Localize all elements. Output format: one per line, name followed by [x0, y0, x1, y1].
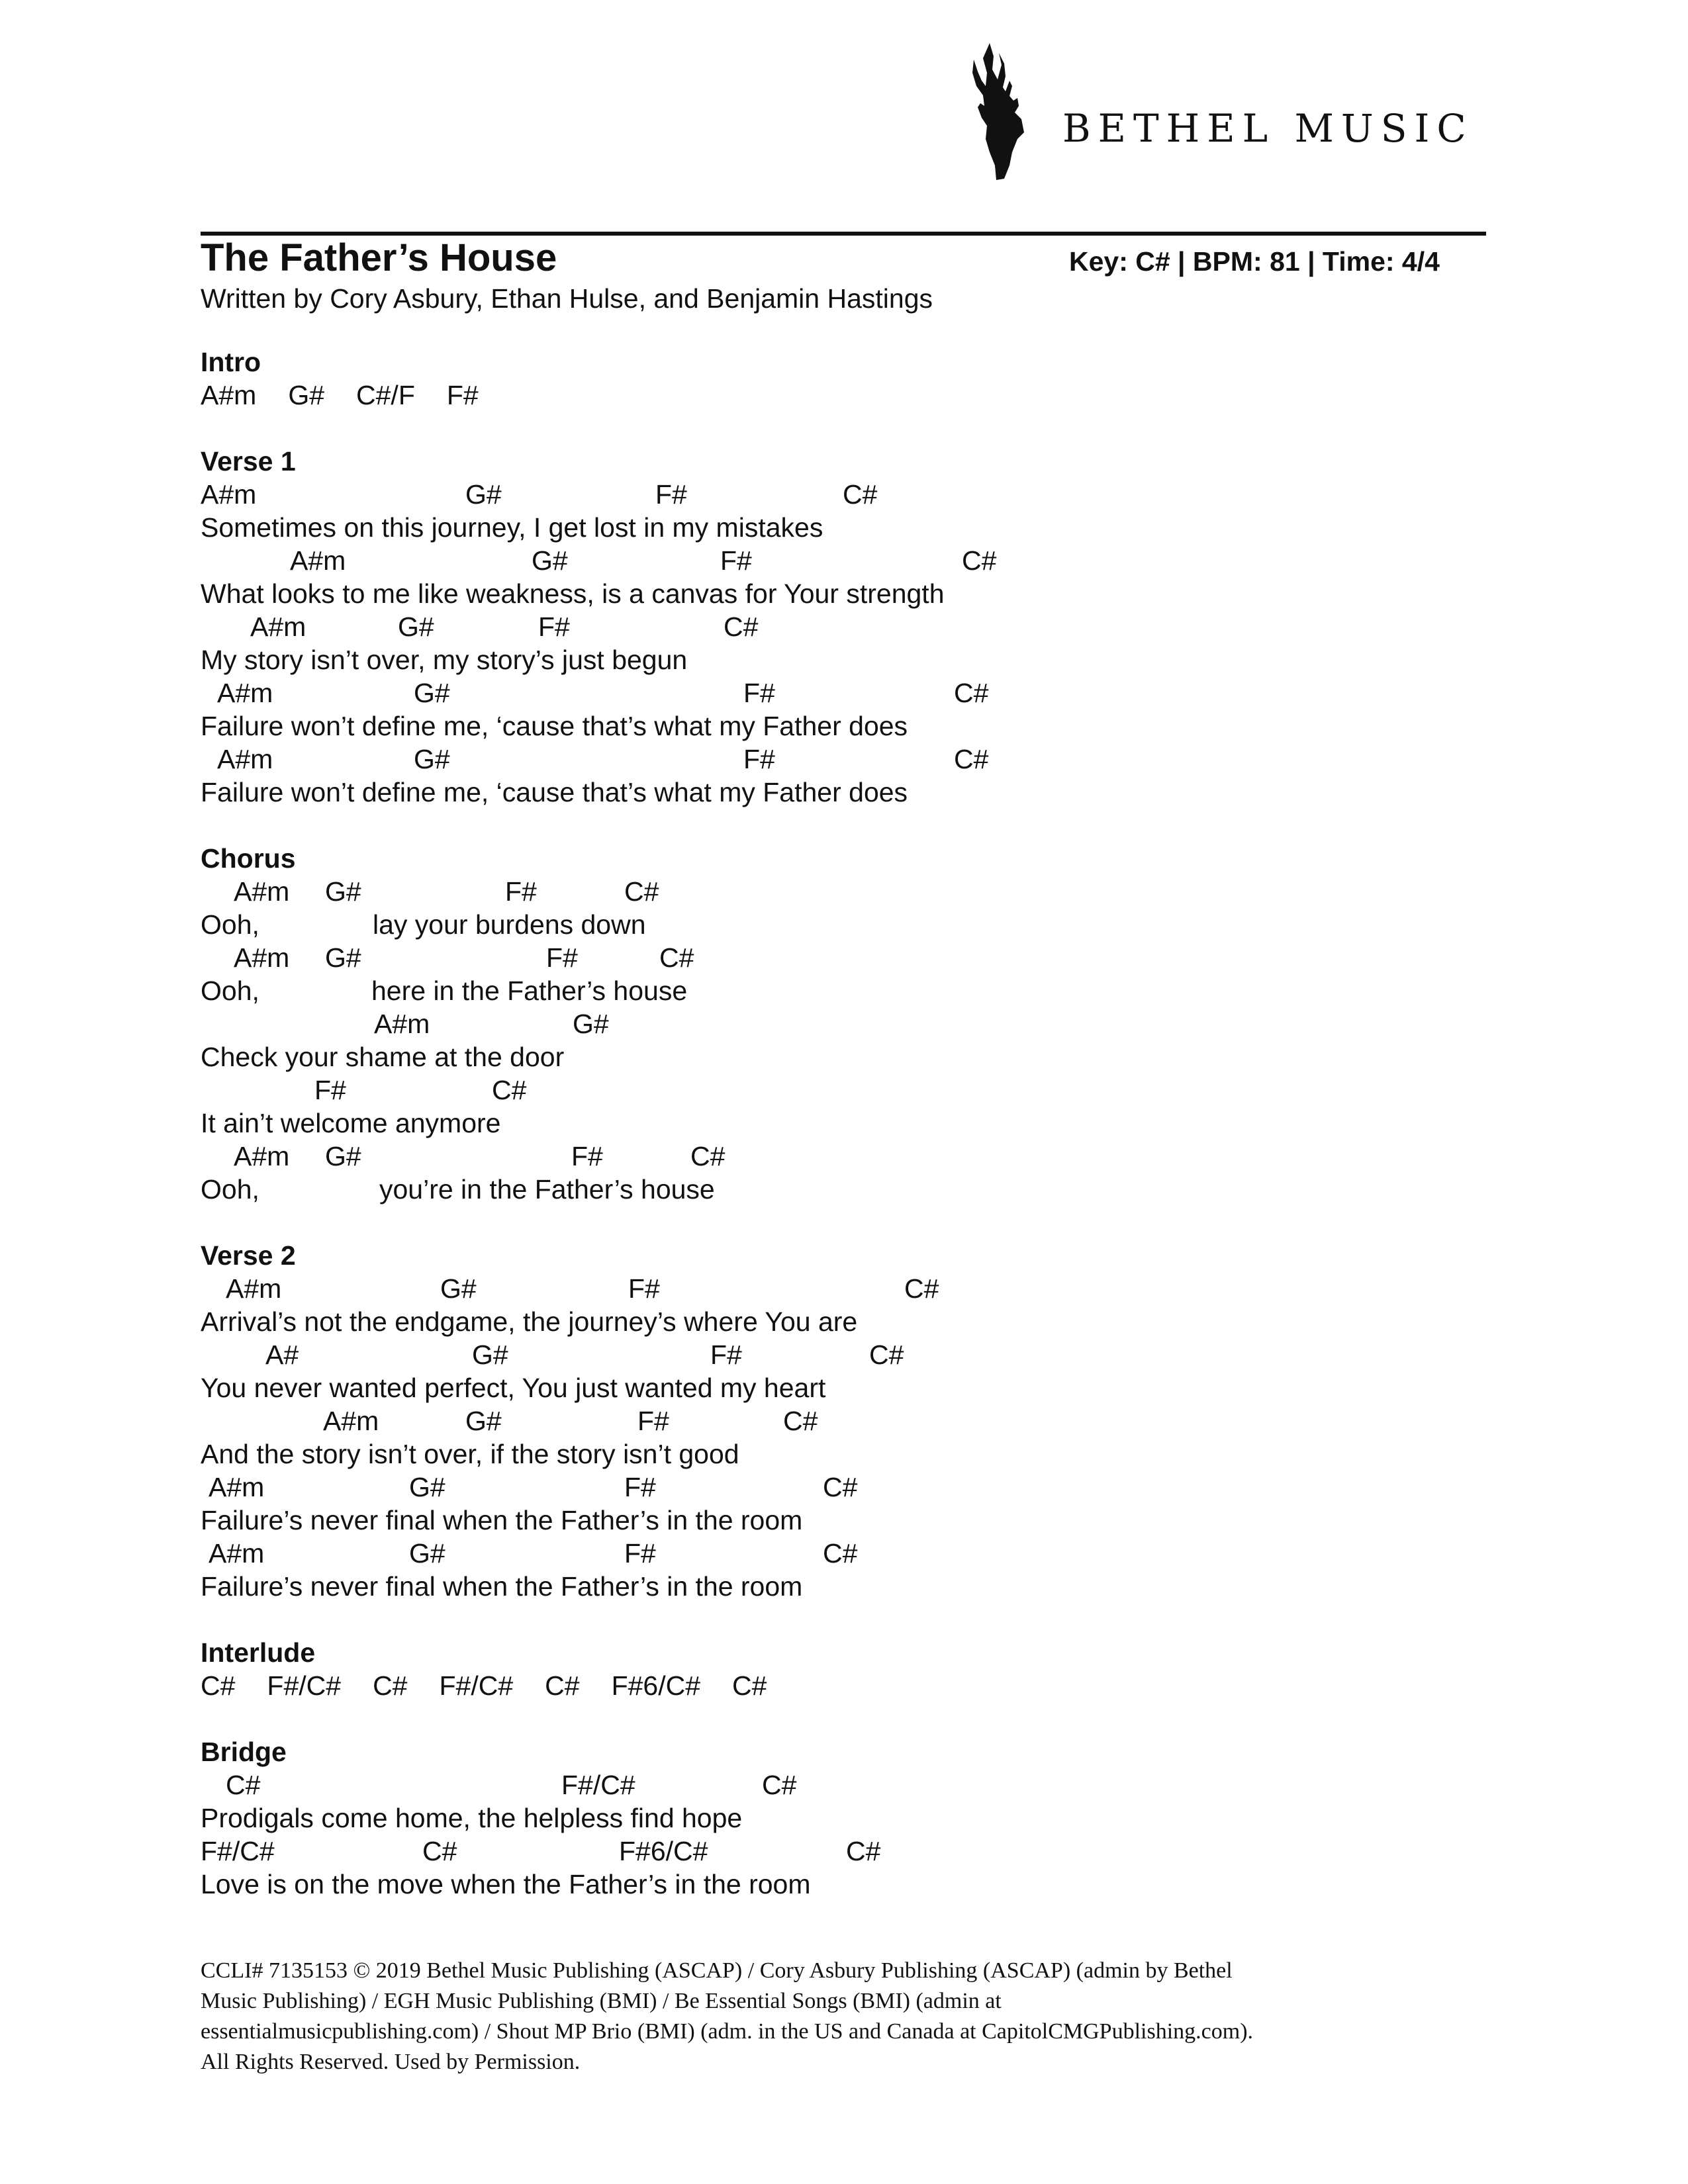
chord: G# [465, 1406, 502, 1436]
chord: F# [546, 942, 578, 973]
chord: C# [732, 1670, 767, 1701]
chord: F# [314, 1075, 346, 1105]
chord: F#/C# [267, 1670, 342, 1701]
copyright-line: essentialmusicpublishing.com) / Shout MP Brio (BMI) (adm. in the US and Canada at CapitolCMGPublishing.com). [201, 2019, 1254, 2044]
lyric-line: Arrival’s not the endgame, the journey’s where You are [201, 1306, 858, 1337]
lyric-lead: Ooh, [201, 1174, 259, 1205]
chord: C# [954, 744, 989, 774]
chord-row [201, 1835, 945, 1868]
chord: C# [659, 942, 694, 973]
lyric-line: Love is on the move when the Father’s in the room [201, 1869, 811, 1899]
chord: A#m [217, 678, 273, 708]
copyright-line: Music Publishing) / EGH Music Publishing (BMI) / Be Essential Songs (BMI) (admin at [201, 1989, 1002, 2013]
song-writers: Written by Cory Asbury, Ethan Hulse, and Benjamin Hastings [201, 283, 933, 314]
chord-row [201, 379, 945, 412]
chord-row [201, 743, 989, 776]
chord-row [201, 1140, 945, 1173]
bethel-music-logo [963, 40, 1486, 185]
copyright-line: All Rights Reserved. Used by Permission. [201, 2050, 581, 2074]
chord: A#m [201, 380, 257, 410]
chord: F# [628, 1273, 660, 1304]
chord: A#m [226, 1273, 282, 1304]
chord: G# [465, 479, 502, 510]
chord: A#m [323, 1406, 379, 1436]
chord: C# [904, 1273, 939, 1304]
lyric-text: here in the Father’s house [371, 976, 688, 1006]
chord-row [201, 1404, 945, 1437]
lyric-line: Sometimes on this journey, I get lost in my mistakes [201, 512, 823, 543]
chord: F# [538, 612, 570, 642]
song-meta: Key: C# | BPM: 81 | Time: 4/4 [1069, 246, 1440, 277]
chord: C# [869, 1340, 904, 1370]
chord: G# [573, 1009, 609, 1039]
chord: F# [710, 1340, 742, 1370]
chord-row [201, 544, 997, 577]
section-intro [201, 345, 945, 412]
section-bridge [201, 1735, 945, 1901]
chord: F# [446, 380, 479, 410]
chord: F#/C# [561, 1770, 635, 1800]
chord-row [201, 676, 989, 709]
chord: G# [414, 678, 450, 708]
chord-row [201, 478, 945, 511]
chord: C# [226, 1770, 261, 1800]
chord: G# [414, 744, 450, 774]
section-title: Interlude [201, 1637, 316, 1668]
chord: A#m [234, 876, 290, 907]
section-title: Chorus [201, 843, 296, 874]
chord: F# [624, 1472, 656, 1502]
brand-name: BETHEL MUSIC [1062, 106, 1474, 151]
chord: C# [624, 876, 659, 907]
chord: F# [743, 678, 775, 708]
chord: A#m [201, 479, 257, 510]
lyric-line: And the story isn’t over, if the story isn’t good [201, 1439, 739, 1469]
chord: C# [422, 1836, 457, 1866]
chord-row [201, 1007, 945, 1040]
section-title: Intro [201, 347, 261, 377]
chord: F#/C# [439, 1670, 514, 1701]
chord-row [201, 875, 945, 908]
lyric-line: Prodigals come home, the helpless find hope [201, 1803, 743, 1833]
lyric-line: What looks to me like weakness, is a canvas for Your strength [201, 578, 945, 609]
chord: A#m [209, 1538, 265, 1569]
lyric-line [201, 974, 945, 1007]
copyright-footer [201, 1956, 1498, 2077]
chord: C# [762, 1770, 797, 1800]
copyright-line: CCLI# 7135153 © 2019 Bethel Music Publishing (ASCAP) / Cory Asbury Publishing (ASCAP) (admin by Bethel [201, 1958, 1233, 1983]
chord: C# [846, 1836, 881, 1866]
lyric-line: Failure won’t define me, ‘cause that’s what my Father does [201, 777, 908, 807]
section-verse-2 [201, 1239, 945, 1603]
chord: C# [962, 545, 997, 576]
chord-row [201, 610, 945, 643]
chord: G# [398, 612, 434, 642]
chord-row [201, 1338, 945, 1371]
chord: C# [823, 1538, 858, 1569]
chord-row [201, 1537, 945, 1570]
lyric-line: You never wanted perfect, You just wanted my heart [201, 1373, 826, 1403]
chord: A#m [374, 1009, 430, 1039]
chord: A#m [234, 1141, 290, 1171]
section-title: Verse 2 [201, 1240, 296, 1271]
chord: G# [532, 545, 568, 576]
chord: C# [690, 1141, 726, 1171]
chord: C# [954, 678, 989, 708]
chord: F# [655, 479, 687, 510]
chord: G# [409, 1538, 445, 1569]
lyric-lead: Ooh, [201, 976, 259, 1006]
deer-head-icon [963, 40, 1036, 182]
lyric-lead: Ooh, [201, 909, 259, 940]
chord: C# [545, 1670, 580, 1701]
chord: F# [505, 876, 537, 907]
chord: C# [492, 1075, 527, 1105]
chord: C# [724, 612, 759, 642]
chord-sheet [201, 345, 997, 1934]
chord: F#6/C# [619, 1836, 708, 1866]
chord: A#m [290, 545, 346, 576]
chord: G# [288, 380, 325, 410]
chord: A#m [234, 942, 290, 973]
chord: F# [743, 744, 775, 774]
chord: A#m [250, 612, 306, 642]
chord-row [201, 1768, 945, 1801]
chord: A#m [217, 744, 273, 774]
section-chorus [201, 842, 945, 1206]
chord-row [201, 1073, 945, 1107]
section-interlude [201, 1636, 945, 1702]
chord: C# [201, 1670, 236, 1701]
chord: F#/C# [201, 1836, 275, 1866]
chord-row [201, 1471, 945, 1504]
song-title: The Father’s House [201, 236, 557, 279]
chord: G# [325, 942, 361, 973]
chord: C# [783, 1406, 818, 1436]
chord: G# [325, 1141, 361, 1171]
chord: C# [823, 1472, 858, 1502]
chord: C# [843, 479, 878, 510]
chord: F# [571, 1141, 603, 1171]
lyric-line: Failure’s never final when the Father’s in the room [201, 1505, 803, 1535]
section-title: Bridge [201, 1737, 287, 1767]
section-title: Verse 1 [201, 446, 296, 477]
chord: A# [265, 1340, 299, 1370]
lyric-line [201, 1173, 945, 1206]
chord: G# [409, 1472, 445, 1502]
chord-row [201, 1669, 945, 1702]
lyric-line: Check your shame at the door [201, 1042, 565, 1072]
lyric-line: My story isn’t over, my story’s just begun [201, 645, 688, 675]
lyric-text: you’re in the Father’s house [379, 1174, 715, 1205]
chord: F# [624, 1538, 656, 1569]
lyric-line: Failure’s never final when the Father’s in the room [201, 1571, 803, 1602]
chord: G# [440, 1273, 477, 1304]
lyric-line [201, 908, 945, 941]
section-verse-1 [201, 445, 997, 809]
chord-row [201, 1272, 945, 1305]
chord: F# [637, 1406, 669, 1436]
chord: G# [325, 876, 361, 907]
chord-row [201, 941, 945, 974]
lyric-line: Failure won’t define me, ‘cause that’s what my Father does [201, 711, 908, 741]
lyric-line: It ain’t welcome anymore [201, 1108, 501, 1138]
lyric-text: lay your burdens down [373, 909, 646, 940]
chord: C# [373, 1670, 408, 1701]
chord: G# [472, 1340, 508, 1370]
chord: C#/F [356, 380, 415, 410]
chord: F#6/C# [611, 1670, 701, 1701]
chord: F# [720, 545, 752, 576]
chord: A#m [209, 1472, 265, 1502]
